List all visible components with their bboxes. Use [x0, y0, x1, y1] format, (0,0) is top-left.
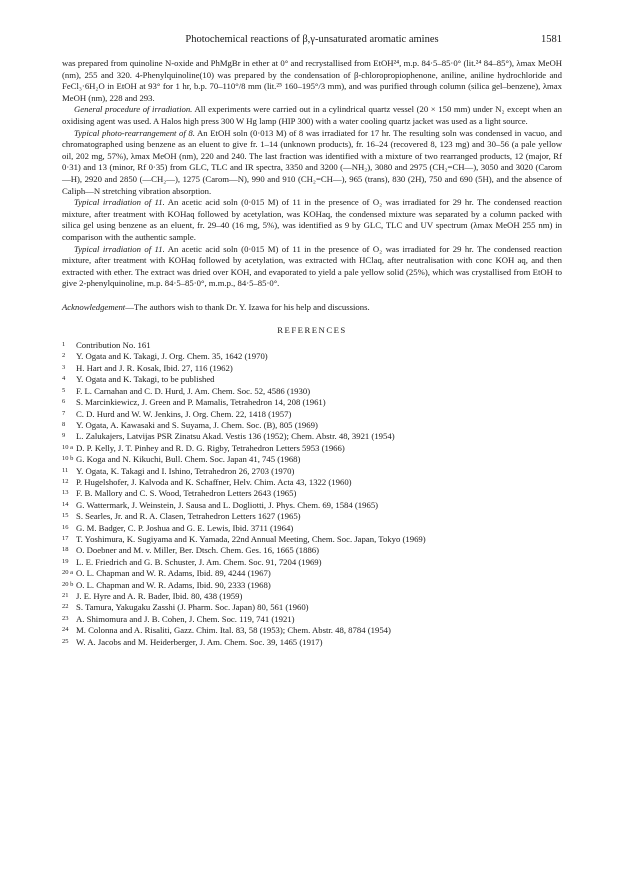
reference-number: 6 — [62, 398, 66, 406]
reference-text: O. Doebner and M. v. Miller, Ber. Dtsch. Chem. Ges. 16, 1665 (1886) — [76, 545, 320, 556]
reference-item — [62, 637, 562, 648]
reference-number: 19 — [62, 557, 69, 565]
reference-item — [62, 340, 562, 351]
reference-number: 12 — [62, 477, 69, 485]
reference-number: 7 — [62, 409, 66, 417]
reference-item — [62, 500, 562, 511]
paragraph-lead: General procedure of irradiation. — [74, 104, 193, 115]
acknowledgement — [62, 302, 562, 314]
reference-number: 8 — [62, 420, 66, 428]
reference-text: L. E. Friedrich and G. B. Schuster, J. Am. Chem. Soc. 91, 7204 (1969) — [76, 556, 322, 567]
reference-item — [62, 374, 562, 385]
reference-number: 3 — [62, 363, 66, 371]
reference-item — [62, 363, 562, 374]
reference-text: L. Zalukajers, Latvijas PSR Zinatsu Akad. Vestis 136 (1952); Chem. Abstr. 48, 3921 (1954) — [76, 431, 395, 442]
acknowledgement-text: —The authors wish to thank Dr. Y. Izawa for his help and discussions. — [125, 301, 370, 312]
reference-text: O. L. Chapman and W. R. Adams, Ibid. 89, 4244 (1967) — [76, 568, 271, 579]
reference-text: Contribution No. 161 — [76, 340, 151, 351]
reference-item — [62, 443, 562, 454]
reference-text: O. L. Chapman and W. R. Adams, Ibid. 90, 2333 (1968) — [76, 579, 271, 590]
reference-item — [62, 466, 562, 477]
running-header — [62, 34, 562, 48]
reference-item — [62, 454, 562, 465]
reference-item — [62, 568, 562, 579]
reference-text: T. Yoshimura, K. Sugiyama and K. Yamada, 22nd Annual Meeting, Chem. Soc. Japan, Tokyo (1969) — [76, 533, 426, 544]
reference-text: Y. Ogata and K. Takagi, to be published — [76, 374, 215, 385]
reference-text: Y. Ogata and K. Takagi, J. Org. Chem. 35, 1642 (1970) — [76, 351, 268, 362]
paragraph-lead: Typical photo-rearrangement of 8. — [74, 127, 195, 138]
article-body — [62, 58, 562, 648]
reference-item — [62, 431, 562, 442]
paragraph-preparation — [62, 58, 562, 104]
page-number: 1581 — [541, 34, 562, 45]
reference-number: 13 — [62, 489, 69, 497]
reference-item — [62, 625, 562, 636]
reference-text: F. B. Mallory and C. S. Wood, Tetrahedron Letters 2643 (1965) — [76, 488, 297, 499]
reference-item — [62, 488, 562, 499]
reference-number: 5 — [62, 386, 66, 394]
reference-item — [62, 602, 562, 613]
reference-number: 11 — [62, 466, 69, 474]
reference-item — [62, 534, 562, 545]
reference-text: S. Tamura, Yakugaku Zasshi (J. Pharm. Soc. Japan) 80, 561 (1960) — [76, 602, 309, 613]
reference-number: 1 — [62, 341, 66, 349]
references-heading: REFERENCES — [277, 325, 347, 336]
reference-number: 14 — [62, 500, 69, 508]
reference-text: C. D. Hurd and W. W. Jenkins, J. Org. Chem. 22, 1418 (1957) — [76, 408, 292, 419]
reference-item — [62, 545, 562, 556]
reference-item — [62, 523, 562, 534]
reference-text: G. Koga and N. Kikuchi, Bull. Chem. Soc. Japan 41, 745 (1968) — [76, 454, 301, 465]
reference-number: 16 — [62, 523, 69, 531]
reference-item — [62, 409, 562, 420]
reference-number: 15 — [62, 512, 69, 520]
reference-number: 21 — [62, 592, 69, 599]
reference-number: 20 a — [62, 569, 74, 577]
reference-list — [62, 340, 562, 648]
reference-item — [62, 477, 562, 488]
paragraph-text: All experiments were carried out in a cylindrical quartz vessel (20 × 150 mm) under N₂ except when an oxidising agent was used. A Halos high press 300 W Hg lamp (HIP 300) with a water cooling quartz jacket was used as a light source. — [62, 104, 562, 126]
reference-text: J. E. Hyre and A. R. Bader, Ibid. 80, 438 (1959) — [76, 591, 243, 601]
reference-text: W. A. Jacobs and M. Heiderberger, J. Am. Chem. Soc. 39, 1465 (1917) — [76, 636, 323, 647]
reference-item — [62, 511, 562, 522]
reference-number: 22 — [62, 603, 69, 611]
reference-item — [62, 580, 562, 591]
reference-item — [62, 420, 562, 431]
reference-number: 10 a — [62, 443, 74, 451]
paragraph-text: was prepared from quinoline N-oxide and PhMgBr in ether at 0° and recrystallised from EtOH²⁴, m.p. 84·5–85·0° (lit.²⁴ 84–85°), λmax MeOH (nm), 255 and 320. 4-Phenylquinoline(10) was prepared by the condensation of β-chloropropiophenone, aniline, aniline hydrochloride and FeCl₃·6H₂O in EtOH at 93° for 1 hr, b.p. 70–110°/8 mm (lit.²⁵ 160–195°/3 mm), and was purified through column (silica gel–benzene), λmax MeOH (nm), 228 and 293. — [62, 58, 562, 103]
paragraph-irradiation-11-b — [62, 244, 562, 290]
acknowledgement-lead: Acknowledgement — [62, 301, 126, 312]
reference-text: D. P. Kelly, J. T. Pinhey and R. D. G. Rigby, Tetrahedron Letters 5953 (1966) — [76, 442, 345, 453]
reference-item — [62, 386, 562, 397]
reference-text: G. Wattermark, J. Weinstein, J. Sausa and L. Dogliotti, J. Phys. Chem. 69, 1584 (1965) — [76, 499, 379, 510]
reference-item — [62, 614, 562, 625]
reference-text: P. Hugelshofer, J. Kalvoda and K. Schaffner, Helv. Chim. Acta 43, 1322 (1960) — [76, 476, 352, 487]
paragraph-general-procedure — [62, 104, 562, 127]
reference-text: M. Colonna and A. Risaliti, Gazz. Chim. Ital. 83, 58 (1953); Chem. Abstr. 48, 8784 (1954) — [76, 625, 391, 636]
reference-item — [62, 397, 562, 408]
reference-number: 4 — [62, 375, 66, 383]
reference-text: Y. Ogata, A. Kawasaki and S. Suyama, J. Chem. Soc. (B), 805 (1969) — [76, 419, 318, 430]
reference-number: 20 b — [62, 580, 74, 588]
reference-text: F. L. Carnahan and C. D. Hurd, J. Am. Chem. Soc. 52, 4586 (1930) — [76, 385, 311, 396]
reference-text: H. Hart and J. R. Kosak, Ibid. 27, 116 (1962) — [76, 362, 233, 373]
reference-number: 10 b — [62, 455, 74, 463]
reference-text: S. Marcinkiewicz, J. Green and P. Mamalis, Tetrahedron 14, 208 (1961) — [76, 397, 326, 408]
reference-number: 23 — [62, 614, 69, 622]
reference-number: 24 — [62, 626, 69, 634]
paragraph-text: An acetic acid soln (0·015 M) of 11 in the presence of O₂ was irradiated for 29 hr. The condensed reaction mixture, after treatment with KOHaq followed by acetylation, was KOHaq, the condensed mixture was separated by a column packed with silica gel using benzene as an eluent, fr. 29–40 (16 mg, 5%), was identified as 9 by GLC, TLC and UV spectrum (λmax MeOH 255 nm) in comparison with the authentic sample. — [62, 197, 562, 242]
paragraph-lead: Typical irradiation of 11. — [74, 243, 165, 254]
paragraph-lead: Typical irradiation of 11. — [74, 197, 165, 208]
reference-item — [62, 351, 562, 362]
reference-number: 18 — [62, 546, 69, 554]
reference-number: 17 — [62, 534, 69, 542]
reference-item — [62, 591, 562, 602]
reference-text: S. Searles, Jr. and R. A. Clasen, Tetrahedron Letters 1627 (1965) — [76, 511, 301, 522]
reference-number: 25 — [62, 637, 69, 645]
reference-text: Y. Ogata, K. Takagi and I. Ishino, Tetrahedron 26, 2703 (1970) — [76, 465, 295, 476]
paragraph-text: An EtOH soln (0·013 M) of 8 was irradiated for 17 hr. The resulting soln was condensed in vacuo, and chromatographed using benzene as an eluent to give fr. 1–14 (unknown products), fr. 16–24 (recovered 8, 123 mg) and 30–56 (a pale yellow oil, 202 mg, 57%), λmax MeOH (nm), 220 and 240. The last fraction was identified with a mixture of two rearranged products, 12 (major, Rf 0·31) and 13 (minor, Rf 0·35) from GLC, TLC and IR spectra, 3350 and 3200 (—NH₂), 3080 and 2975 (CH₂=CH—), 3050 and 3020 (Carom—H), 2920 and 2850 (—CH₂—), 1275 (Carom—N), 990 and 910 (CH₂=CH—), 965 (trans), 830 (2H), 750 and 690 (5H), and the absence of Caliph—N stretching vibration absorption. — [62, 127, 562, 196]
reference-text: A. Shimomura and J. B. Cohen, J. Chem. Soc. 119, 741 (1921) — [76, 613, 295, 624]
running-title: Photochemical reactions of β,γ-unsaturated aromatic amines — [185, 34, 439, 45]
reference-number: 2 — [62, 352, 66, 360]
paragraph-photo-rearrangement — [62, 128, 562, 198]
reference-number: 9 — [62, 432, 66, 440]
reference-item — [62, 557, 562, 568]
paragraph-irradiation-11-a — [62, 197, 562, 243]
paragraph-text: An acetic acid soln (0·015 M) of 11 in the presence of O₂ was irradiated for 29 hr. The condensed reaction mixture, after treatment with KOHaq followed by acetylation, was extracted with HClaq, after neutralisation with conc KOH aq, and then extracted with ether. The extract was dried over KOH, and evaporated to yield a pale yellow solid (25%), which was crystallised from EtOH to give 2-phenylquinoline, m.p. 84·5–85·0°, m.m.p., 84·5–85·0°. — [62, 243, 562, 289]
reference-text: G. M. Badger, C. P. Joshua and G. E. Lewis, Ibid. 3711 (1964) — [76, 522, 294, 533]
